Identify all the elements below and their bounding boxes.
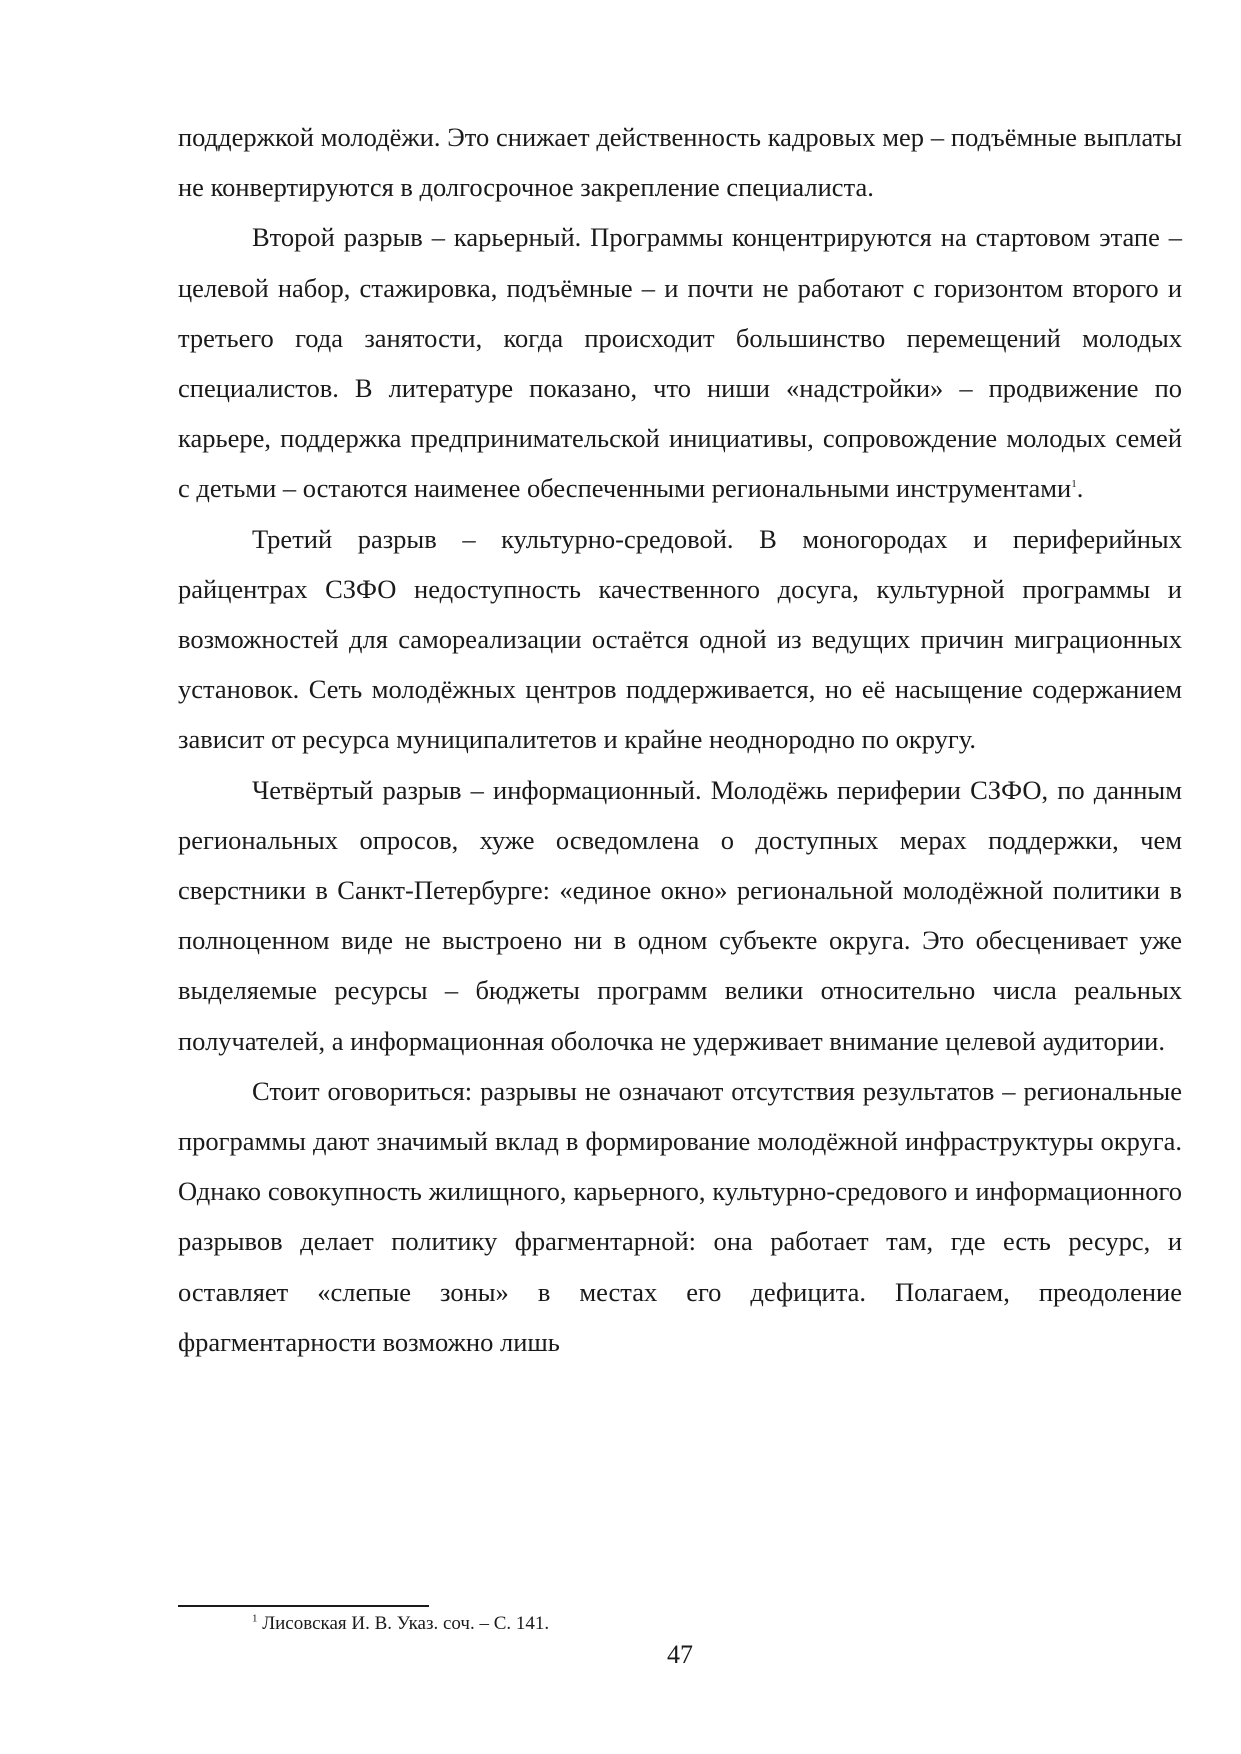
paragraph-conclusion bbox=[178, 1066, 1182, 1367]
body-text bbox=[178, 112, 1182, 1367]
paragraph-cultural-gap bbox=[178, 514, 1182, 765]
paragraph-career-gap bbox=[178, 212, 1182, 513]
page-number: 47 bbox=[667, 1640, 693, 1669]
paragraph-text: Третий разрыв – культурно-средовой. В моногородах и периферийных райцентрах СЗФО недоступность качественного досуга, культурной программы и возможностей для самореализации остаётся одной из ведущих причин миграционных установок. Сеть молодёжных центров поддерживается, но её насыщение содержанием зависит от ресурса муниципалитетов и крайне неоднородно по округу. bbox=[178, 523, 1182, 755]
paragraph-punctuation: . bbox=[1076, 473, 1084, 504]
paragraph-text: Стоит оговориться: разрывы не означают отсутствия результатов – региональные программы дают значимый вклад в формирование молодёжной инфраструктуры округа. Однако совокупность жилищного, карьерного, культурно-средового и информационного разрывов делает политику фрагментарной: она работает там, где есть ресурс, и оставляет «слепые зоны» в местах его дефицита. Полагаем, преодоление фрагментарности возможно лишь bbox=[178, 1075, 1182, 1357]
paragraph-text: Второй разрыв – карьерный. Программы концентрируются на стартовом этапе – целевой набор, стажировка, подъёмные – и почти не работают с горизонтом второго и третьего года занятости, когда происходит большинство перемещений молодых специалистов. В литературе показано, что ниши «надстройки» – продвижение по карьере, поддержка предпринимательской инициативы, сопровождение молодых семей с детьми – остаются наименее обеспеченными региональными инструментами bbox=[178, 222, 1182, 504]
paragraph-text: Четвёртый разрыв – информационный. Молодёжь периферии СЗФО, по данным региональных опросов, хуже осведомлена о доступных мерах поддержки, чем сверстники в Санкт-Петербурге: «единое окно» региональной молодёжной политики в полноценном виде не выстроено ни в одном субъекте округа. Это обесценивает уже выделяемые ресурсы – бюджеты программ велики относительно числа реальных получателей, а информационная оболочка не удерживает внимание целевой аудитории. bbox=[178, 774, 1182, 1056]
footnote-number: 1 bbox=[252, 1612, 258, 1625]
footnote-reference[interactable]: 1 bbox=[1071, 478, 1077, 491]
footnote-separator bbox=[178, 1605, 429, 1607]
paragraph-text: поддержкой молодёжи. Это снижает действенность кадровых мер – подъёмные выплаты не конвертируются в долгосрочное закрепление специалиста. bbox=[178, 122, 1182, 203]
footnote-text: Лисовская И. В. Указ. соч. – С. 141. bbox=[262, 1613, 550, 1634]
footnote bbox=[252, 1612, 549, 1636]
paragraph-continuation bbox=[178, 112, 1182, 212]
paragraph-information-gap bbox=[178, 765, 1182, 1066]
